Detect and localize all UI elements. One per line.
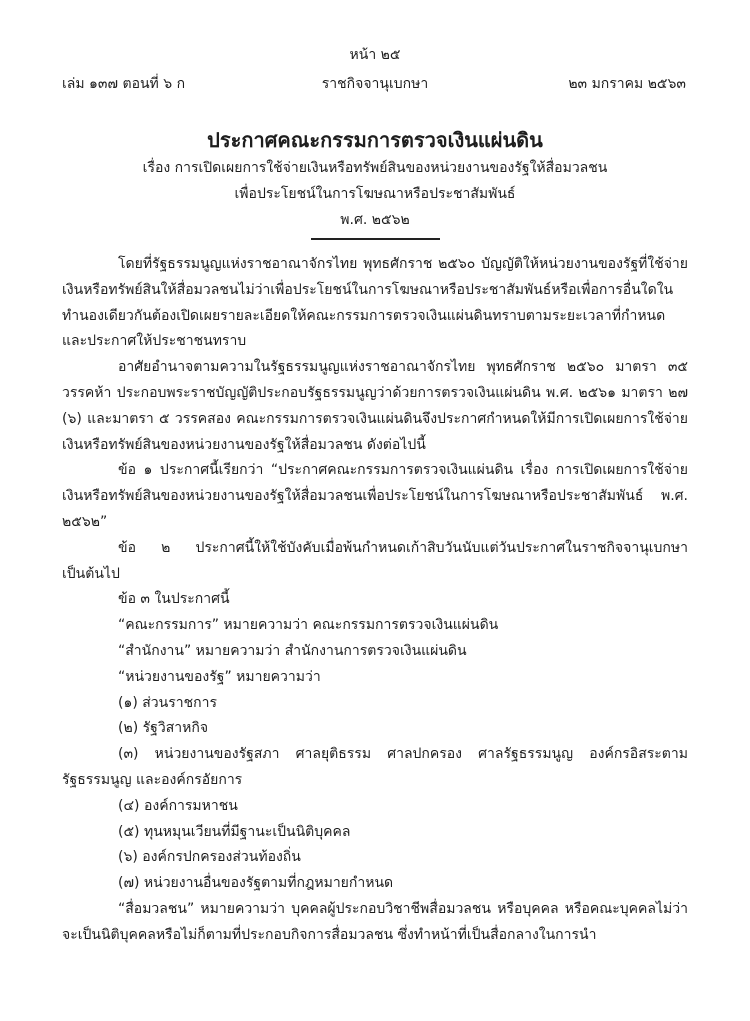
agency-item: (๗) หน่วยงานอื่นของรัฐตามที่กฎหมายกำหนด <box>118 875 394 892</box>
clause-1: ข้อ ๑ ประกาศนี้เรียกว่า “ประกาศคณะกรรมการตรวจเงินแผ่นดิน เรื่อง การเปิดเผยการใช้จ่ายเงินหรือทรัพย์สินของหน่วยงานของรัฐให้สื่อมวลชนเพื่อประโยชน์ในการโฆษณาหรือประชาสัมพันธ์ พ.ศ. ๒๕๖๒” <box>62 462 688 530</box>
subject-line-1: เรื่อง การเปิดเผยการใช้จ่ายเงินหรือทรัพย์สินของหน่วยงานของรัฐให้สื่อมวลชน <box>142 160 608 176</box>
agency-item: (๕) ทุนหมุนเวียนที่มีฐานะเป็นนิติบุคคล <box>118 823 351 840</box>
agency-item: (๔) องค์การมหาชน <box>118 797 238 814</box>
page-number: หน้า ๒๕ <box>349 47 401 63</box>
definition-media: “สื่อมวลชน” หมายความว่า บุคคลผู้ประกอบวิชาชีพสื่อมวลชน หรือบุคคล หรือคณะบุคคลไม่ว่าจะเป็นนิติบุคคลหรือไม่ก็ตามที่ประกอบกิจการสื่อมวลชน ซึ่งทำหน้าที่เป็นสื่อกลางในการนำ <box>62 900 688 943</box>
clause-2: ข้อ ๒ ประกาศนี้ให้ใช้บังคับเมื่อพ้นกำหนดเก้าสิบวันนับแต่วันประกาศในราชกิจจานุเบกษาเป็นต้นไป <box>62 539 688 582</box>
definition-office: “สำนักงาน” หมายความว่า สำนักงานการตรวจเงินแผ่นดิน <box>118 642 467 659</box>
agency-item: (๒) รัฐวิสาหกิจ <box>118 720 209 737</box>
document-year: พ.ศ. ๒๕๖๒ <box>340 212 410 228</box>
preamble-paragraph: โดยที่รัฐธรรมนูญแห่งราชอาณาจักรไทย พุทธศักราช ๒๕๖๐ บัญญัติให้หน่วยงานของรัฐที่ใช้จ่ายเงินหรือทรัพย์สินให้สื่อมวลชนไม่ว่าเพื่อประโยชน์ในการโฆษณาหรือประชาสัมพันธ์หรือเพื่อการอื่นใดในทำนองเดียวกันต้องเปิดเผยรายละเอียดให้คณะกรรมการตรวจเงินแผ่นดินทราบตามระยะเวลาที่กำหนดและประกาศให้ประชาชนทราบ <box>62 256 688 350</box>
agency-item: (๓) หน่วยงานของรัฐสภา ศาลยุติธรรม ศาลปกครอง ศาลรัฐธรรมนูญ องค์กรอิสระตามรัฐธรรมนูญ และองค์กรอัยการ <box>62 746 688 788</box>
agency-item: (๑) ส่วนราชการ <box>118 694 217 711</box>
definition-agency: “หน่วยงานของรัฐ” หมายความว่า <box>118 668 321 685</box>
document-body <box>62 252 688 949</box>
clause-3: ข้อ ๓ ในประกาศนี้ <box>118 591 230 608</box>
title-divider <box>311 238 440 240</box>
gazette-name: ราชกิจจานุเบกษา <box>321 76 429 92</box>
publication-date: ๒๓ มกราคม ๒๕๖๓ <box>568 76 686 92</box>
definition-committee: “คณะกรรมการ” หมายความว่า คณะกรรมการตรวจเงินแผ่นดิน <box>118 617 499 634</box>
agency-item: (๖) องค์กรปกครองส่วนท้องถิ่น <box>118 849 301 866</box>
subject-line-2: เพื่อประโยชน์ในการโฆษณาหรือประชาสัมพันธ์ <box>234 186 516 202</box>
document-title: ประกาศคณะกรรมการตรวจเงินแผ่นดิน <box>207 128 543 152</box>
volume-issue: เล่ม ๑๓๗ ตอนที่ ๖ ก <box>62 76 186 92</box>
authority-paragraph: อาศัยอำนาจตามความในรัฐธรรมนูญแห่งราชอาณาจักรไทย พุทธศักราช ๒๕๖๐ มาตรา ๓๕ วรรคห้า ประกอบพระราชบัญญัติประกอบรัฐธรรมนูญว่าด้วยการตรวจเงินแผ่นดิน พ.ศ. ๒๕๖๑ มาตรา ๒๗ (๖) และมาตรา ๕ วรรคสอง คณะกรรมการตรวจเงินแผ่นดินจึงประกาศกำหนดให้มีการเปิดเผยการใช้จ่ายเงินหรือทรัพย์สินของหน่วยงานของรัฐให้สื่อมวลชน ดังต่อไปนี้ <box>62 359 688 453</box>
